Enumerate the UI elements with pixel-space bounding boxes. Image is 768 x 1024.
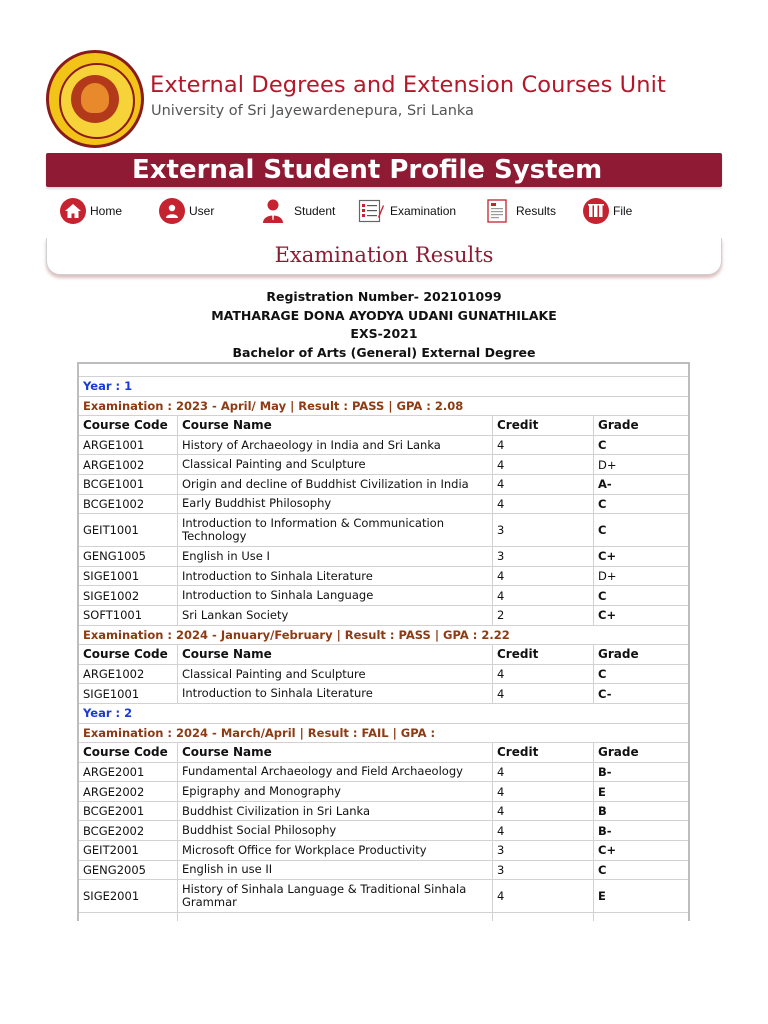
year-row	[78, 377, 689, 397]
course-code: ARGE1002	[78, 664, 178, 684]
course-name: Buddhist Civilization in Sri Lanka	[178, 801, 493, 821]
header-credit: Credit	[493, 416, 594, 436]
course-credit: 3	[493, 547, 594, 567]
student-info	[0, 288, 768, 362]
course-credit: 3	[493, 860, 594, 880]
table-row	[78, 494, 689, 514]
course-grade: C	[594, 664, 690, 684]
nav-home[interactable]	[60, 197, 122, 225]
course-code: GEIT1001	[78, 514, 178, 547]
main-nav	[58, 197, 718, 227]
table-header-row	[78, 645, 689, 665]
table-row	[78, 566, 689, 586]
table-tail-row	[78, 913, 689, 922]
exam-row	[78, 625, 689, 645]
course-grade: C+	[594, 547, 690, 567]
course-credit: 4	[493, 494, 594, 514]
file-icon	[583, 198, 609, 224]
table-row	[78, 474, 689, 494]
header-credit: Credit	[493, 645, 594, 665]
table-row	[78, 860, 689, 880]
course-grade: E	[594, 880, 690, 913]
table-row	[78, 782, 689, 802]
table-row	[78, 547, 689, 567]
nav-file[interactable]	[583, 197, 632, 225]
table-header-row	[78, 743, 689, 763]
results-table	[77, 362, 690, 921]
nav-examination-label: Examination	[390, 204, 457, 218]
nav-file-label: File	[613, 204, 633, 218]
course-code: BCGE2002	[78, 821, 178, 841]
course-name: Introduction to Sinhala Literature	[178, 684, 493, 704]
course-grade: B	[594, 801, 690, 821]
header-grade: Grade	[594, 416, 690, 436]
course-code: ARGE1001	[78, 435, 178, 455]
table-row	[78, 435, 689, 455]
course-credit: 4	[493, 821, 594, 841]
table-row	[78, 664, 689, 684]
system-banner	[46, 153, 722, 187]
header-course-code: Course Code	[78, 416, 178, 436]
course-name: History of Sinhala Language & Traditional Sinhala Grammar	[178, 880, 493, 913]
results-icon	[484, 198, 510, 224]
results-header-panel	[46, 238, 722, 275]
course-grade: D+	[594, 566, 690, 586]
course-code: SIGE2001	[78, 880, 178, 913]
header-course-name: Course Name	[178, 743, 493, 763]
course-name: Introduction to Information & Communication Technology	[178, 514, 493, 547]
exam-label: Examination : 2024 - March/April | Result : FAIL | GPA :	[78, 723, 689, 743]
course-credit: 3	[493, 841, 594, 861]
table-row	[78, 762, 689, 782]
nav-user[interactable]	[159, 197, 214, 225]
course-grade: B-	[594, 821, 690, 841]
course-credit: 4	[493, 664, 594, 684]
course-name: Sri Lankan Society	[178, 605, 493, 625]
nav-examination[interactable]	[358, 197, 456, 225]
course-name: Fundamental Archaeology and Field Archaeology	[178, 762, 493, 782]
unit-title: External Degrees and Extension Courses Unit	[150, 72, 666, 98]
course-code: BCGE2001	[78, 801, 178, 821]
student-icon	[260, 198, 286, 224]
university-logo	[46, 50, 144, 148]
header-grade: Grade	[594, 743, 690, 763]
course-credit: 4	[493, 880, 594, 913]
table-row	[78, 586, 689, 606]
course-credit: 4	[493, 762, 594, 782]
page-title: Examination Results	[274, 243, 494, 267]
course-credit: 4	[493, 684, 594, 704]
header-course-code: Course Code	[78, 743, 178, 763]
table-row	[78, 514, 689, 547]
course-credit: 4	[493, 474, 594, 494]
course-name: Early Buddhist Philosophy	[178, 494, 493, 514]
nav-student[interactable]	[260, 197, 335, 225]
course-name: Origin and decline of Buddhist Civilization in India	[178, 474, 493, 494]
course-credit: 4	[493, 782, 594, 802]
system-title: External Student Profile System	[132, 155, 603, 185]
table-header-row	[78, 416, 689, 436]
course-grade: C	[594, 514, 690, 547]
course-code: GENG1005	[78, 547, 178, 567]
table-row	[78, 605, 689, 625]
course-name: English in use II	[178, 860, 493, 880]
course-name: Classical Painting and Sculpture	[178, 664, 493, 684]
course-grade: C+	[594, 841, 690, 861]
course-code: SIGE1001	[78, 684, 178, 704]
registration-number: Registration Number- 202101099	[266, 289, 502, 304]
year-label: Year : 2	[78, 703, 689, 723]
nav-user-label: User	[189, 204, 215, 218]
course-credit: 4	[493, 566, 594, 586]
course-code: GENG2005	[78, 860, 178, 880]
header-credit: Credit	[493, 743, 594, 763]
course-grade: C-	[594, 684, 690, 704]
course-credit: 2	[493, 605, 594, 625]
home-icon	[60, 198, 86, 224]
course-credit: 4	[493, 455, 594, 475]
course-code: SIGE1002	[78, 586, 178, 606]
course-code: SOFT1001	[78, 605, 178, 625]
student-batch: EXS-2021	[350, 326, 418, 341]
course-grade: C	[594, 435, 690, 455]
course-grade: C	[594, 494, 690, 514]
header-grade: Grade	[594, 645, 690, 665]
table-row	[78, 821, 689, 841]
table-row	[78, 880, 689, 913]
course-grade: D+	[594, 455, 690, 475]
year-row	[78, 703, 689, 723]
table-row	[78, 801, 689, 821]
header-course-code: Course Code	[78, 645, 178, 665]
year-label: Year : 1	[78, 377, 689, 397]
user-icon	[159, 198, 185, 224]
nav-home-label: Home	[90, 204, 123, 218]
unit-subtitle: University of Sri Jayewardenepura, Sri Lanka	[151, 103, 474, 119]
course-name: Microsoft Office for Workplace Productivity	[178, 841, 493, 861]
nav-results[interactable]	[484, 197, 556, 225]
course-credit: 4	[493, 801, 594, 821]
course-grade: C	[594, 860, 690, 880]
student-name: MATHARAGE DONA AYODYA UDANI GUNATHILAKE	[211, 307, 557, 323]
course-grade: A-	[594, 474, 690, 494]
header-course-name: Course Name	[178, 416, 493, 436]
header-course-name: Course Name	[178, 645, 493, 665]
course-code: SIGE1001	[78, 566, 178, 586]
degree-name: Bachelor of Arts (General) External Degree	[232, 344, 536, 360]
course-credit: 4	[493, 435, 594, 455]
course-name: Introduction to Sinhala Language	[178, 586, 493, 606]
course-grade: C	[594, 586, 690, 606]
table-row	[78, 684, 689, 704]
course-name: Classical Painting and Sculpture	[178, 455, 493, 475]
nav-student-label: Student	[294, 204, 336, 218]
course-name: Buddhist Social Philosophy	[178, 821, 493, 841]
course-grade: C+	[594, 605, 690, 625]
logo-flame	[81, 83, 109, 113]
course-code: ARGE2002	[78, 782, 178, 802]
exam-label: Examination : 2024 - January/February | Result : PASS | GPA : 2.22	[78, 625, 689, 645]
table-row	[78, 455, 689, 475]
course-code: BCGE1002	[78, 494, 178, 514]
examination-icon	[358, 198, 384, 224]
course-code: ARGE2001	[78, 762, 178, 782]
table-spacer	[78, 363, 689, 377]
course-credit: 3	[493, 514, 594, 547]
table-row	[78, 841, 689, 861]
exam-label: Examination : 2023 - April/ May | Result : PASS | GPA : 2.08	[78, 396, 689, 416]
course-grade: E	[594, 782, 690, 802]
course-credit: 4	[493, 586, 594, 606]
exam-row	[78, 723, 689, 743]
course-grade: B-	[594, 762, 690, 782]
course-code: ARGE1002	[78, 455, 178, 475]
nav-results-label: Results	[516, 204, 557, 218]
course-name: History of Archaeology in India and Sri Lanka	[178, 435, 493, 455]
course-name: English in Use I	[178, 547, 493, 567]
course-name: Epigraphy and Monography	[178, 782, 493, 802]
course-name: Introduction to Sinhala Literature	[178, 566, 493, 586]
exam-row	[78, 396, 689, 416]
course-code: BCGE1001	[78, 474, 178, 494]
course-code: GEIT2001	[78, 841, 178, 861]
